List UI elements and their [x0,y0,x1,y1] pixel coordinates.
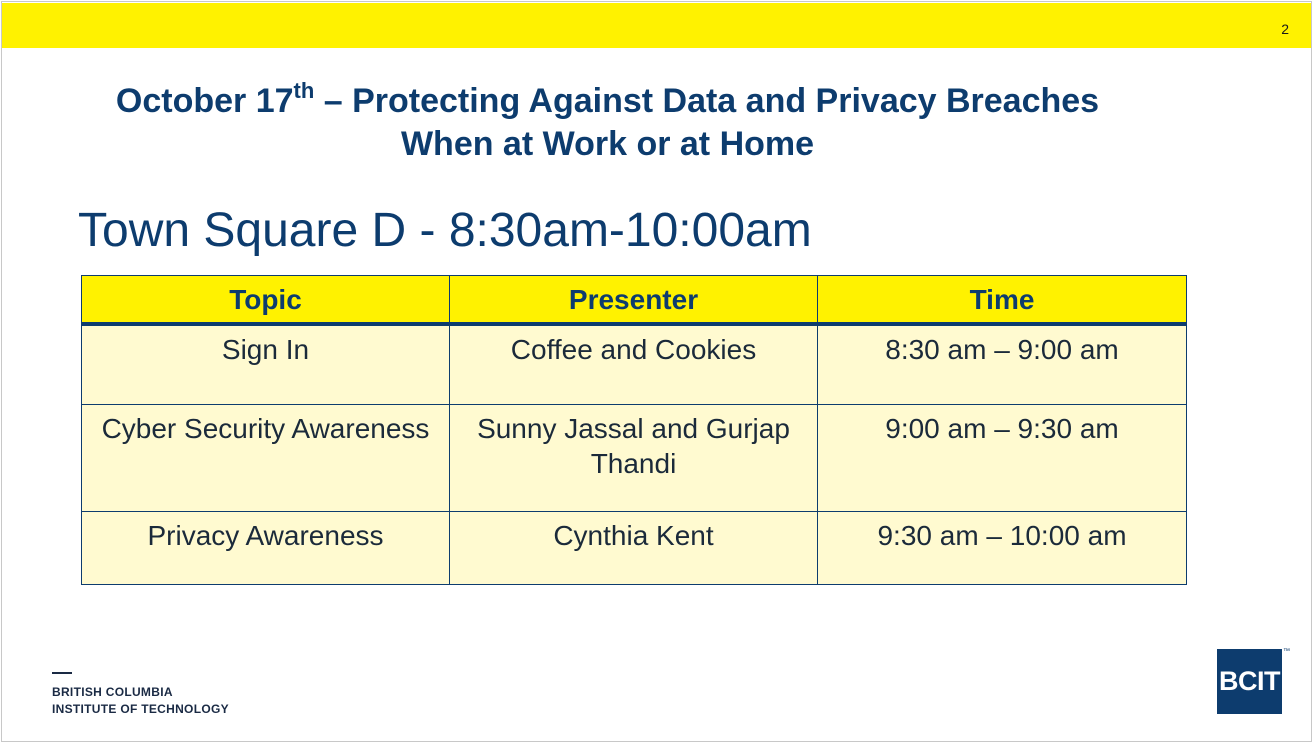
header-presenter: Presenter [450,276,818,325]
table-row [82,405,1187,512]
title-ordinal-suffix: th [293,78,315,103]
title-suffix: – Protecting Against Data and Privacy Breaches [314,82,1100,120]
institution-name [52,684,229,718]
footer-rule [52,672,72,674]
institution-line-2: INSTITUTE OF TECHNOLOGY [52,702,229,716]
table-row [82,512,1187,585]
title-line-1 [0,80,1215,123]
bcit-logo: BCIT [1217,649,1282,714]
cell-topic: Cyber Security Awareness [82,405,450,512]
cell-time: 8:30 am – 9:00 am [818,324,1187,405]
cell-topic: Privacy Awareness [82,512,450,585]
slide-title [0,80,1215,166]
cell-topic: Sign In [82,324,450,405]
page-number: 2 [1281,21,1289,37]
institution-line-1: BRITISH COLUMBIA [52,685,173,699]
agenda-table [81,275,1187,585]
trademark-mark: ™ [1283,648,1290,655]
location-time-subtitle: Town Square D - 8:30am-10:00am [78,204,812,257]
cell-presenter: Cynthia Kent [450,512,818,585]
cell-presenter: Coffee and Cookies [450,324,818,405]
top-accent-bar [2,3,1311,48]
header-time: Time [818,276,1187,325]
cell-time: 9:30 am – 10:00 am [818,512,1187,585]
table-row [82,324,1187,405]
title-line-2: When at Work or at Home [400,125,815,163]
header-topic: Topic [82,276,450,325]
table-header-row [82,276,1187,325]
cell-time: 9:00 am – 9:30 am [818,405,1187,512]
title-prefix: October 17 [115,82,294,120]
cell-presenter: Sunny Jassal and Gurjap Thandi [450,405,818,512]
